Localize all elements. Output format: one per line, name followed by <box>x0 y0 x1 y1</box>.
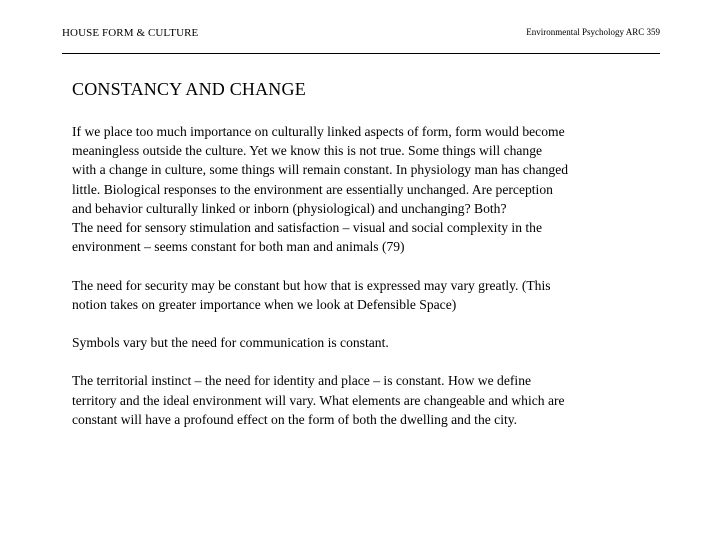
text-line: The need for sensory stimulation and satisfaction – visual and social complexity in the <box>72 219 543 235</box>
body-text <box>72 122 662 429</box>
paragraph <box>72 122 662 256</box>
text-line: and behavior culturally linked or inborn (physiological) and unchanging? Both? <box>72 200 507 216</box>
text-line: The need for security may be constant but how that is expressed may vary greatly. (This <box>72 277 551 293</box>
paragraph-gap <box>72 314 662 333</box>
header-course-topic: HOUSE FORM & CULTURE <box>62 27 199 39</box>
paragraph-gap <box>72 256 662 275</box>
text-line: meaningless outside the culture. Yet we know this is not true. Some things will change <box>72 143 543 159</box>
text-line: The territorial instinct – the need for identity and place – is constant. How we define <box>72 373 532 389</box>
page-title: CONSTANCY AND CHANGE <box>72 79 306 99</box>
text-line: environment – seems constant for both man and animals (79) <box>72 239 405 255</box>
header-divider <box>62 53 660 54</box>
paragraph <box>72 276 662 314</box>
text-line: with a change in culture, some things will remain constant. In physiology man has changed <box>72 162 569 178</box>
paragraph <box>72 371 662 429</box>
text-line: notion takes on greater importance when we look at Defensible Space) <box>72 296 457 312</box>
header-course-name: Environmental Psychology ARC 359 <box>526 27 660 37</box>
paragraph <box>72 333 662 352</box>
paragraph-gap <box>72 352 662 371</box>
text-line: little. Biological responses to the environment are essentially unchanged. Are perception <box>72 181 553 197</box>
text-line: Symbols vary but the need for communication is constant. <box>72 335 389 351</box>
text-line: territory and the ideal environment will vary. What elements are changeable and which are <box>72 392 565 408</box>
page-header <box>62 27 660 43</box>
text-line: constant will have a profound effect on the form of both the dwelling and the city. <box>72 411 518 427</box>
text-line: If we place too much importance on culturally linked aspects of form, form would become <box>72 124 565 139</box>
